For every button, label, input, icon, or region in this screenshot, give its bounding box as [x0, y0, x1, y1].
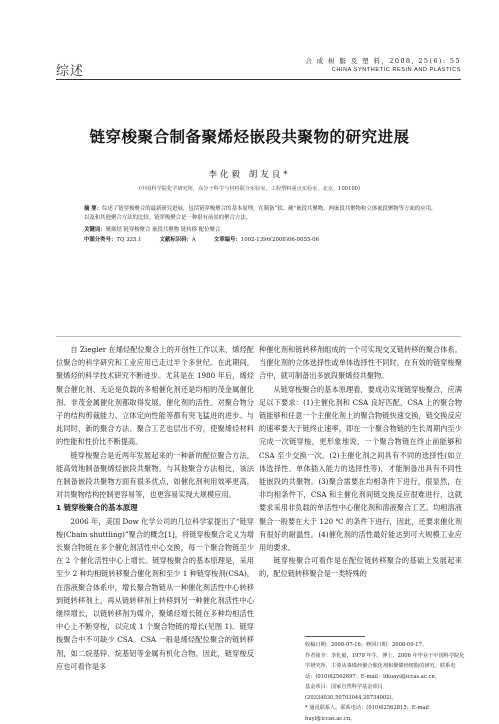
- footnote-rule: [305, 636, 365, 637]
- article-footnotes: [305, 640, 465, 724]
- cls-label: 中图分类号：: [84, 237, 117, 243]
- keywords: [84, 226, 440, 235]
- affiliation: (中国科学院化学研究所，高分子科学与材料联合实验室，工程塑料重点实验室，北京，100190): [139, 186, 360, 192]
- section-heading: 1 链穿梭聚合的基本原理: [56, 503, 138, 513]
- header-rule: [56, 79, 461, 80]
- paragraph: 链穿梭聚合可看作是在配位链转移聚合的基础上发展起来的，配位链转移聚合是一类特殊的: [259, 556, 462, 579]
- authors: 李化毅 胡友良*: [208, 170, 291, 180]
- doc-code-label: 文献标识码：: [159, 237, 192, 243]
- paragraph: 从链穿梭聚合的基本原理看，要成功实现链穿梭聚合，应满足以下要求：(1)主催化剂和 CSA 良好匹配，CSA 上的聚合物链能够和任意一个主催化剂上的聚合物链快速交换，链交换反应的速率要大于链终止速率，即在一个聚合物链的生长周期内至少完成一次链穿梭，更形象地说，一个聚合物链在终止前能够和 CSA 至少交换一次。(2)主催化剂之间具有不同的选择性(如立体选择性、单体插入能力的选择性等)，才能制备出具有不同性能嵌段的共聚物。(3)聚合需要在均相条件下进行，很显然，在非均相条件下，CSA 和主催化剂间链交换反应很难进行，这就要求采用非负载的单活性中心催化剂和溶液聚合工艺。均相溶液聚合一般要在大于 120 ℃ 的条件下进行，因此，还要求催化剂有很好的耐温性。(4)催化剂的活性最好能达到可大规模工业应用的要求。: [259, 384, 462, 553]
- keywords-label: 关键词：: [84, 227, 106, 233]
- abstract-label: 摘 要：: [84, 206, 103, 212]
- paragraph: 种催化剂和链转移剂组成的一个可实现交叉链转移的聚合体系。当催化剂的立体选择性或单体选择性不同时，在有效的链穿梭聚合中，就可制备出多嵌段聚烯烃共聚物。: [259, 345, 462, 381]
- paragraph: 链穿梭聚合是近两年发展起来的一种新的配位聚合方法，能高效地制备聚烯烃嵌段共聚物。与其他聚合方法相比，该法在制备嵌段共聚物方面有很多优点，如催化剂利用效率更高，对共聚物结构控制更容易等，也更容易实现大规模应用。: [56, 450, 254, 500]
- doc-code-value: A: [191, 237, 196, 243]
- abstract: [84, 205, 440, 223]
- journal-citation: 合 成 树 脂 及 塑 料，2008, 25(6): 55: [305, 57, 461, 65]
- author-bio: 作者简介：李化毅，1979 年生，博士，2006 年毕业于中国科学院化学研究所，主要从事烯烃聚合催化剂和聚烯烃树脂的研究。联系电话：(010)62562697；E-mail：lihuayi@iccas.ac.cn。: [305, 652, 465, 680]
- abstract-text: 综述了链穿梭聚合的最新研究进展，包括链穿梭聚合的基本原理，在制备“软、硬”嵌段共聚物、两嵌段共聚物和立体嵌段聚物等方面的应用，以及和其他聚合方法的比较。链穿梭聚合是一种很有前景的聚合方法。: [84, 206, 437, 222]
- article-id-value: 1002-1396(2008)06-0055-06: [240, 237, 320, 243]
- paragraph: 2006 年，美国 Dow 化学公司的几位科学家提出了“链穿梭(Chain shuttling)”聚合的概念[1]，将链穿梭聚合定义为增长聚合物链在多个催化剂活性中心交换，每一个聚合物链至少在 2 个催化活性中心上增长。链穿梭聚合的基本原理是，采用至少 2 种均相链转移聚合催化剂和至少 1 种链穿梭剂(CSA)，在溶液聚合体系中，增长聚合物链从一种催化剂活性中心转移到链转移剂上，再从链转移剂上转移到另一种催化剂活性中心继续增长，以链转移剂为媒介，聚烯烃增长链在多种均相活性中心上不断穿梭，以完成 1 个聚合物链的增长(见图 1)。链穿梭聚合中不可缺少 CSA。CSA 一般是烯烃配位聚合的链转移剂，如二烷基锌、烷基铝等金属有机化合物。因此，链穿梭反应也可看作是多: [56, 516, 254, 671]
- article-title: 链穿梭聚合制备聚烯烃嵌段共聚物的研究进展: [89, 128, 410, 146]
- cls-value: TQ 325.1: [116, 237, 142, 243]
- right-column: [259, 343, 462, 581]
- fund-info: 基金项目：国家自然科学基金项目(20334030,50703044,20734002)。: [305, 684, 397, 701]
- received-date: 收稿日期：2008-07-16；修回日期：2008-09-17。: [305, 642, 428, 648]
- section-tag: 综述: [56, 63, 85, 78]
- paragraph: 自 Ziegler 在烯烃配位聚合上的开创性工作以来，烯烃配位聚合的科学研究和工业应用已走过半个多世纪。在此期间，聚烯烃的科学技术研究不断进步。尤其是在 1980 年后，烯烃聚合催化剂、无论是负载的多相催化剂还是均相的茂金属催化剂、非茂金属催化剂都取得发展。催化剂的活性、对聚合物分子的结构剪裁能力、立体定向性能等都有突飞猛进的进步。与此同时，新的聚合方法、聚合工艺也层出不穷，使聚烯烃材料的性能和性价比不断提高。: [56, 345, 254, 447]
- left-column: [56, 343, 254, 673]
- keywords-text: 聚烯烃 链穿梭聚合 嵌段共聚物 链转移 配位聚合: [105, 227, 221, 233]
- classification-line: [84, 236, 440, 245]
- corresponding-contact: * 通讯联系人。联系电话：(010)62562815；E-mail：huyl@iccas.ac.cn。: [305, 705, 434, 722]
- article-id-label: 文章编号：: [213, 237, 241, 243]
- journal-name-en: CHINA SYNTHETIC RESIN AND PLASTICS: [331, 67, 461, 73]
- body-rule: [56, 336, 461, 337]
